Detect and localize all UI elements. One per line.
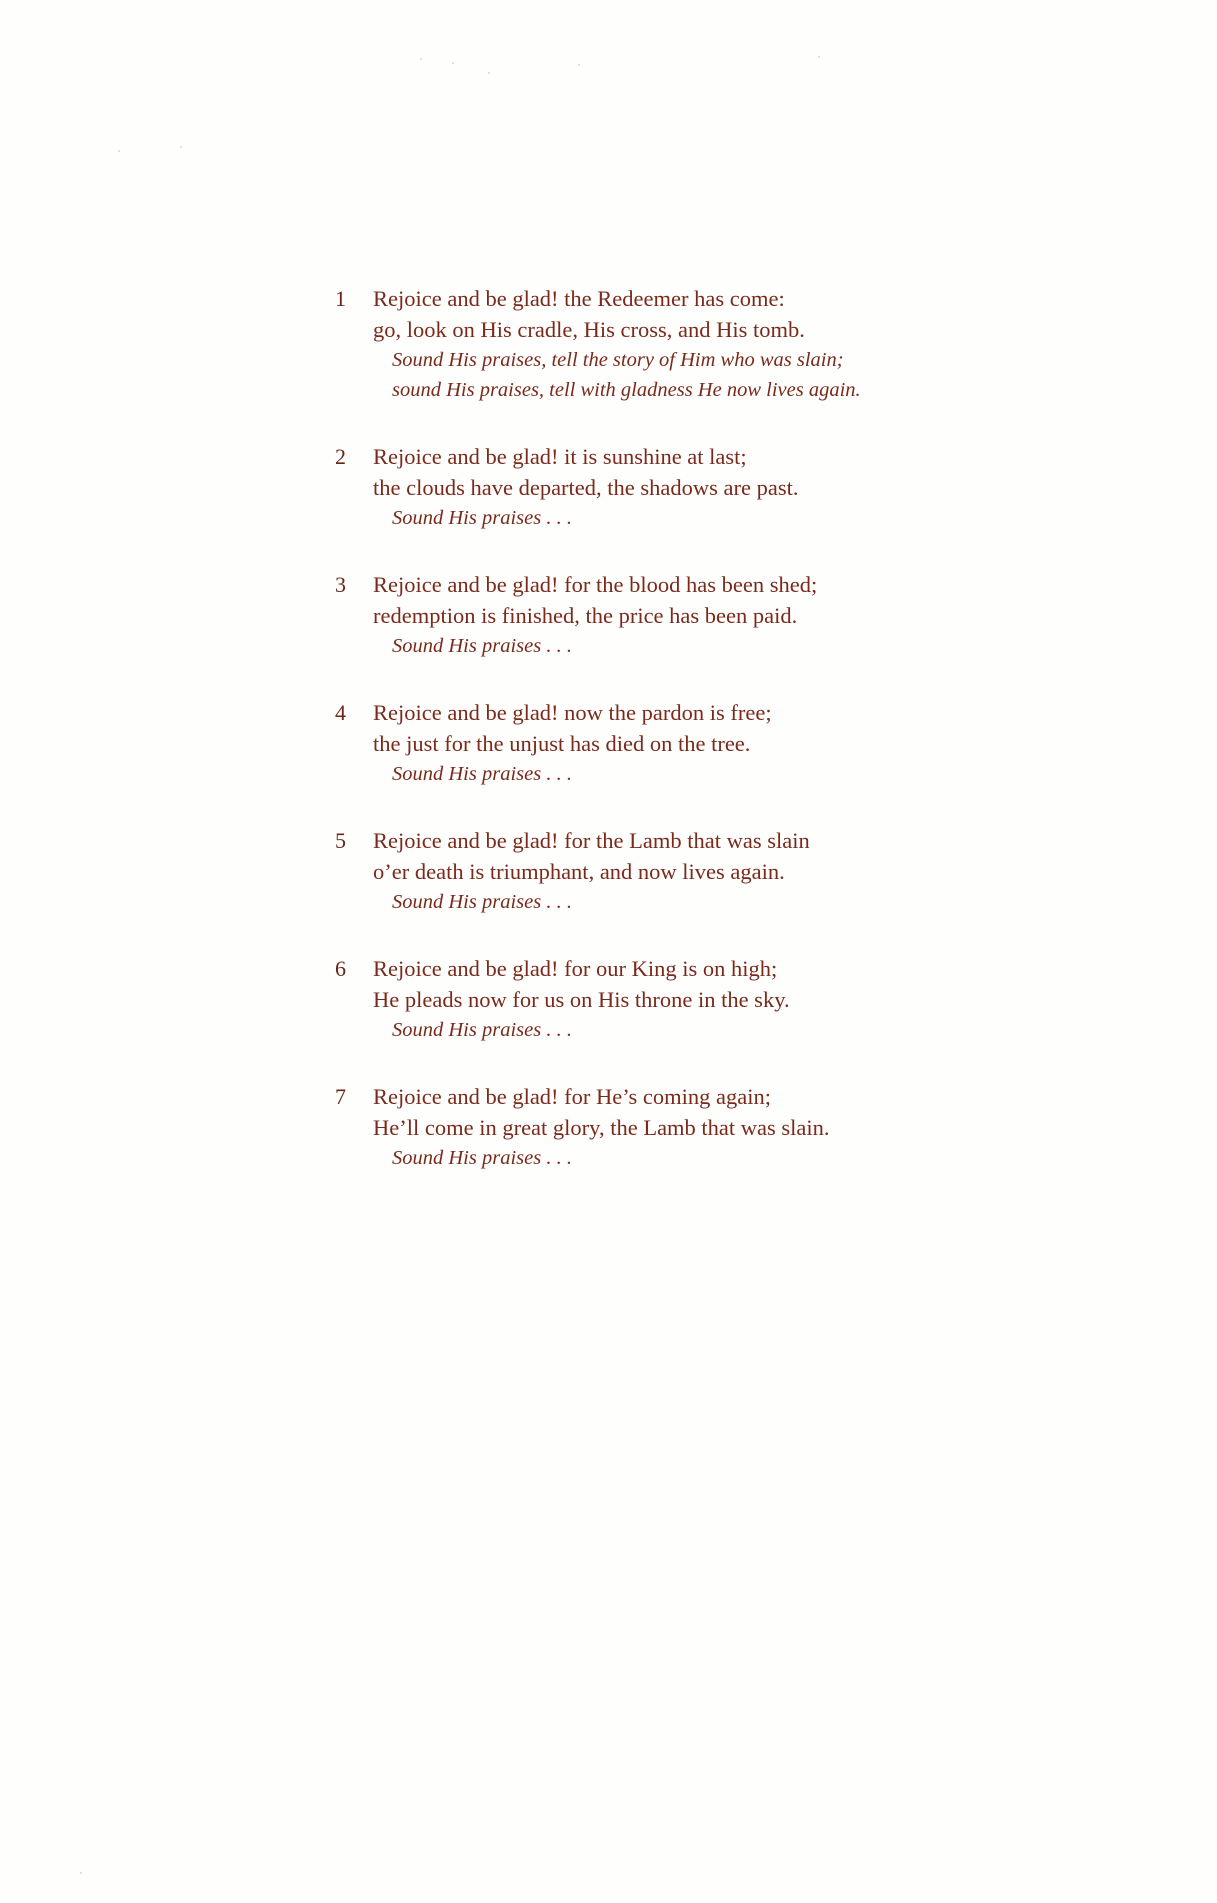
verse-number: 5	[335, 828, 346, 853]
scan-speck	[420, 58, 422, 60]
verse-lines	[373, 953, 975, 1045]
verse-line: He pleads now for us on His throne in the sky.	[373, 987, 790, 1012]
verse-line: go, look on His cradle, His cross, and His tomb.	[373, 317, 805, 342]
verse-line: o’er death is triumphant, and now lives again.	[373, 859, 785, 884]
refrain-line: Sound His praises . . .	[392, 1147, 572, 1169]
verse-number: 7	[335, 1084, 346, 1109]
refrain-line: Sound His praises . . .	[392, 891, 572, 913]
scan-speck	[180, 146, 182, 148]
verse-line: Rejoice and be glad! for He’s coming again;	[373, 1084, 771, 1109]
verse-line: Rejoice and be glad! now the pardon is free;	[373, 700, 772, 725]
scan-speck	[578, 64, 580, 66]
refrain-line: Sound His praises . . .	[392, 763, 572, 785]
verse-lines	[373, 283, 975, 405]
refrain-line: Sound His praises . . .	[392, 507, 572, 529]
scan-speck	[818, 56, 820, 58]
verse-6	[335, 953, 975, 1045]
verse-1	[335, 283, 975, 405]
verse-lines	[373, 825, 975, 917]
verse-line: Rejoice and be glad! the Redeemer has come:	[373, 286, 785, 311]
verse-line: Rejoice and be glad! for the Lamb that was slain	[373, 828, 810, 853]
verse-line: He’ll come in great glory, the Lamb that was slain.	[373, 1115, 830, 1140]
refrain-line: Sound His praises . . .	[392, 635, 572, 657]
verse-number: 6	[335, 956, 346, 981]
scan-speck	[452, 62, 454, 64]
verse-line: the just for the unjust has died on the tree.	[373, 731, 751, 756]
verse-5	[335, 825, 975, 917]
verse-lines	[373, 697, 975, 789]
refrain-line: Sound His praises . . .	[392, 1019, 572, 1041]
hymn-text	[335, 283, 975, 1209]
verse-line: Rejoice and be glad! it is sunshine at last;	[373, 444, 747, 469]
verse-3	[335, 569, 975, 661]
verse-4	[335, 697, 975, 789]
verse-2	[335, 441, 975, 533]
scan-speck	[80, 1872, 82, 1874]
verse-number: 2	[335, 444, 346, 469]
verse-line: Rejoice and be glad! for our King is on high;	[373, 956, 778, 981]
verse-lines	[373, 569, 975, 661]
verse-line: Rejoice and be glad! for the blood has been shed;	[373, 572, 818, 597]
verse-7	[335, 1081, 975, 1173]
verse-line: the clouds have departed, the shadows are past.	[373, 475, 799, 500]
verse-lines	[373, 441, 975, 533]
scan-speck	[118, 150, 120, 152]
verse-number: 1	[335, 286, 346, 311]
verse-line: redemption is finished, the price has been paid.	[373, 603, 798, 628]
refrain-line: Sound His praises, tell the story of Him who was slain;	[392, 349, 844, 371]
verse-number: 3	[335, 572, 346, 597]
verse-lines	[373, 1081, 975, 1173]
scan-speck	[488, 72, 490, 74]
refrain-line: sound His praises, tell with gladness He now lives again.	[392, 379, 861, 401]
verse-number: 4	[335, 700, 346, 725]
